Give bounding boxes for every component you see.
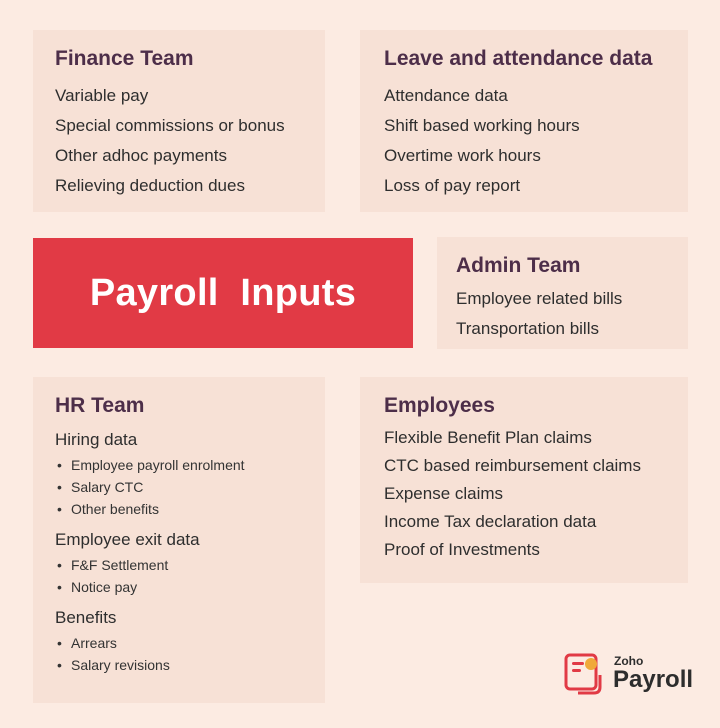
logo-product-text: Payroll — [613, 666, 694, 693]
admin-item: Transportation bills — [456, 319, 599, 339]
leave-attendance-panel — [360, 30, 688, 212]
hr-group-hiring — [55, 426, 325, 520]
admin-item: Employee related bills — [456, 289, 623, 309]
hr-group-label: Hiring data — [55, 430, 138, 450]
hr-sub-item: • F&F Settlement — [55, 554, 325, 576]
employees-item: Proof of Investments — [384, 540, 540, 560]
zoho-payroll-logo — [564, 650, 694, 700]
hr-group-benefits — [55, 604, 325, 676]
admin-team-title: Admin Team — [456, 254, 581, 277]
hr-group-label: Benefits — [55, 608, 117, 628]
hr-sub-item: • Notice pay — [55, 576, 325, 598]
finance-team-panel — [33, 30, 325, 212]
hr-sub-item: • Salary CTC — [55, 476, 325, 498]
employees-item: Income Tax declaration data — [384, 512, 597, 532]
hr-group-exit — [55, 526, 325, 598]
admin-team-panel — [437, 237, 688, 349]
leave-item: Attendance data — [384, 86, 508, 106]
hr-team-title: HR Team — [55, 394, 145, 417]
leave-item: Shift based working hours — [384, 116, 580, 136]
employees-item: CTC based reimbursement claims — [384, 456, 641, 476]
hr-sub-item: • Other benefits — [55, 498, 325, 520]
leave-item: Loss of pay report — [384, 176, 521, 196]
hr-sub-item: • Salary revisions — [55, 654, 325, 676]
logo-brand-text: Zoho — [614, 654, 644, 668]
finance-item: Special commissions or bonus — [55, 116, 285, 136]
leave-attendance-title: Leave and attendance data — [384, 47, 653, 70]
payroll-logo-icon — [564, 653, 604, 697]
finance-item: Variable pay — [55, 86, 149, 106]
employees-item: Flexible Benefit Plan claims — [384, 428, 592, 448]
finance-item: Relieving deduction dues — [55, 176, 245, 196]
leave-item: Overtime work hours — [384, 146, 541, 166]
employees-item: Expense claims — [384, 484, 504, 504]
hr-sub-item: • Employee payroll enrolment — [55, 454, 325, 476]
employees-title: Employees — [384, 394, 495, 417]
finance-item: Other adhoc payments — [55, 146, 227, 166]
hr-sub-item: • Arrears — [55, 632, 325, 654]
payroll-inputs-banner: Payroll Inputs — [33, 238, 413, 348]
employees-panel — [360, 377, 688, 583]
hr-team-panel — [33, 377, 325, 703]
finance-team-title: Finance Team — [55, 47, 194, 70]
hr-group-label: Employee exit data — [55, 530, 200, 550]
